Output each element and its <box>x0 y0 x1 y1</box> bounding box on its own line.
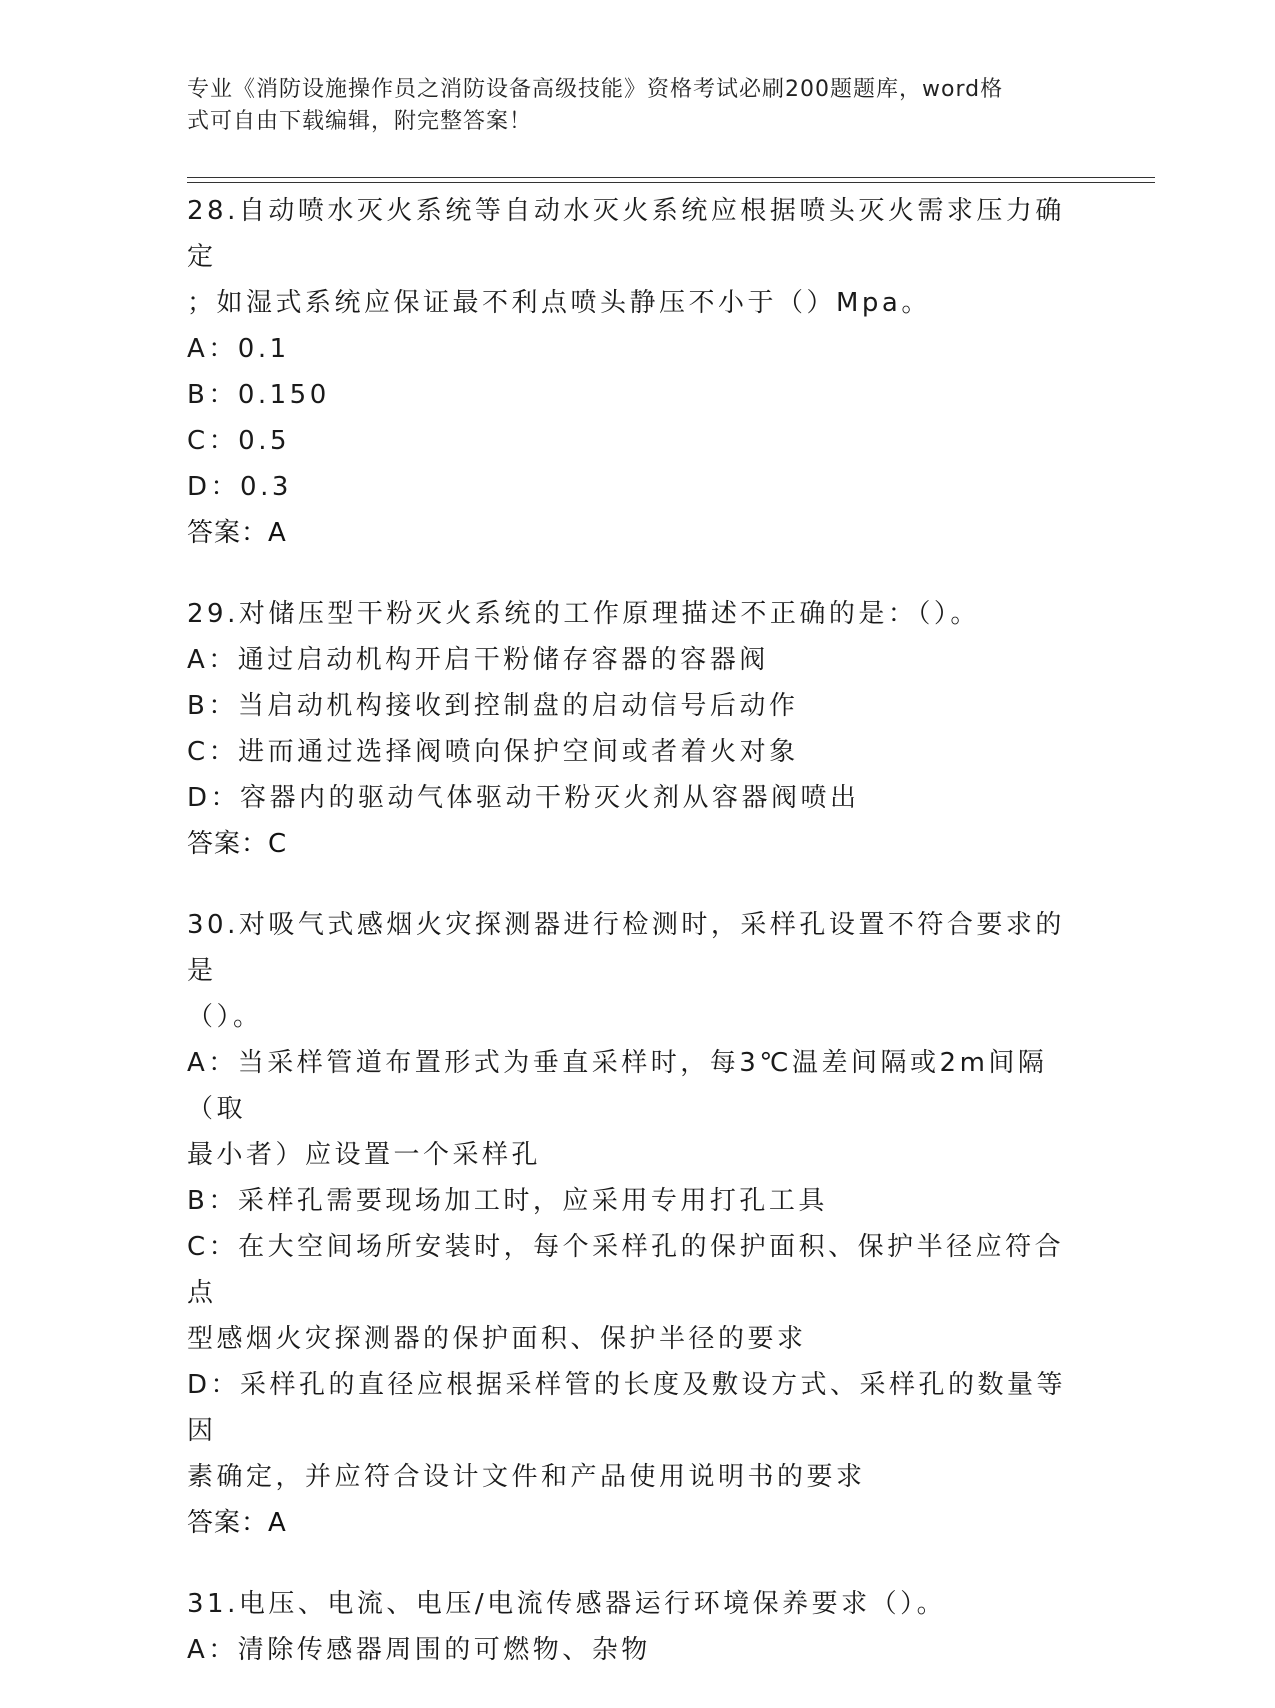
header-divider-top <box>187 177 1155 178</box>
answer-text: 答案：A <box>187 1508 287 1538</box>
question-stem: （）。 <box>187 1002 263 1032</box>
question-list <box>187 188 1087 1708</box>
option-a-continued: 最小者）应设置一个采样孔 <box>187 1140 542 1170</box>
question-31 <box>187 1581 1087 1673</box>
intro-line-2: 式可自由下载编辑，附完整答案！ <box>187 109 533 134</box>
option-d: D：容器内的驱动气体驱动干粉灭火剂从容器阀喷出 <box>187 783 860 813</box>
option-b: B：当启动机构接收到控制盘的启动信号后动作 <box>187 691 799 721</box>
option-a: A：当采样管道布置形式为垂直采样时，每3℃温差间隔或2m间隔（取 <box>187 1048 1048 1124</box>
intro-line-1: 专业《消防设施操作员之消防设备高级技能》资格考试必刷200题题库，word格 <box>187 77 1004 102</box>
answer-text: 答案：A <box>187 518 287 548</box>
option-d-continued: 素确定，并应符合设计文件和产品使用说明书的要求 <box>187 1462 866 1492</box>
question-stem: 28.自动喷水灭火系统等自动水灭火系统应根据喷头灭火需求压力确定 <box>187 196 1065 272</box>
option-d: D：0.3 <box>187 472 292 502</box>
option-c: C：在大空间场所安装时，每个采样孔的保护面积、保护半径应符合点 <box>187 1232 1065 1308</box>
document-intro <box>187 74 1087 138</box>
option-b: B：0.150 <box>187 380 330 410</box>
question-stem: 31.电压、电流、电压/电流传感器运行环境保养要求（）。 <box>187 1589 947 1619</box>
question-stem: 29.对储压型干粉灭火系统的工作原理描述不正确的是：（）。 <box>187 599 980 629</box>
option-c-continued: 型感烟火灾探测器的保护面积、保护半径的要求 <box>187 1324 807 1354</box>
option-d: D：采样孔的直径应根据采样管的长度及敷设方式、采样孔的数量等因 <box>187 1370 1067 1446</box>
question-30 <box>187 902 1087 1546</box>
option-a: A：0.1 <box>187 334 290 364</box>
option-a: A：清除传感器周围的可燃物、杂物 <box>187 1635 651 1665</box>
question-stem: 30.对吸气式感烟火灾探测器进行检测时，采样孔设置不符合要求的是 <box>187 910 1065 986</box>
question-29 <box>187 591 1087 867</box>
question-stem: ；如湿式系统应保证最不利点喷头静压不小于（）Mpa。 <box>187 288 931 318</box>
option-b: B：采样孔需要现场加工时，应采用专用打孔工具 <box>187 1186 828 1216</box>
option-a: A：通过启动机构开启干粉储存容器的容器阀 <box>187 645 769 675</box>
answer-text: 答案：C <box>187 829 288 859</box>
option-c: C：0.5 <box>187 426 291 456</box>
header-divider-bottom <box>187 182 1155 183</box>
question-28 <box>187 188 1087 556</box>
option-c: C：进而通过选择阀喷向保护空间或者着火对象 <box>187 737 799 767</box>
